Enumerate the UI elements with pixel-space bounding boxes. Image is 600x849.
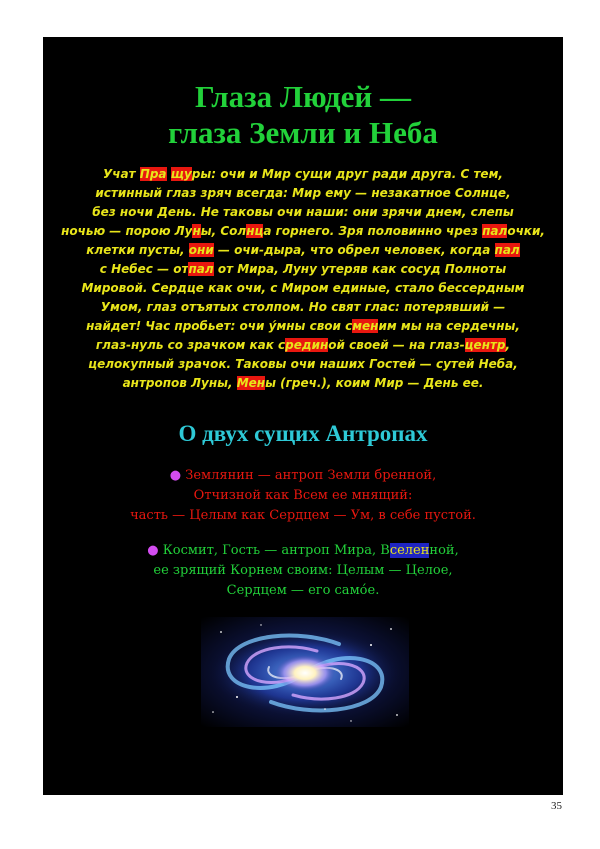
poem-text: ы, Сол [200,224,247,238]
cosmite-line-3: Сердцем — его само́е. [226,583,380,598]
poem-line [61,165,545,184]
poem-text: глаз-нуль со зрачком как с [95,338,286,352]
highlighted-fragment: пал [188,262,214,276]
earthling-stanza [43,466,563,526]
poem-text: с Небес — от [99,262,189,276]
title-line-1: Глаза Людей — [195,79,411,114]
poem-text: клетки пусты, [86,243,189,257]
earthling-line-2: Отчизной как Всем ее мнящий: [193,488,413,503]
section-subtitle: О двух сущих Антропах [178,421,428,446]
page-number: 35 [551,800,562,812]
cosmite-line-1-post: ной, [429,543,459,558]
cosmite-highlight: селен [389,543,430,558]
poem-text: найдет! Час пробьет: очи у́мны свои с [86,319,353,333]
poem-text: истинный глаз зряч всегда: Мир ему — незакатное Солнце, [95,186,511,200]
poem-text: а горнего. Зря половинно чрез [263,224,483,238]
cosmite-line-2: ее зрящий Корнем своим: Целым — Целое, [153,563,453,578]
highlighted-fragment: центр [464,338,506,352]
book-page [43,37,563,795]
cosmite-line-1 [43,541,563,561]
poem-text: от Мира, Луну утеряв как сосуд Полноты [213,262,507,276]
cosmite-stanza [43,541,563,601]
poem-text: очки, [507,224,545,238]
earthling-line-3: часть — Целым как Сердцем — Ум, в себе пустой. [130,508,476,523]
poem-line [61,298,545,317]
highlighted-fragment: Мен [236,376,266,390]
earthling-line-1-text: Землянин — антроп Земли бренной, [185,468,437,483]
poem-line [61,279,545,298]
poem-text: Учат [103,167,140,181]
earthling-line-1 [43,466,563,486]
poem-text: , [505,338,511,352]
title-line-2: глаза Земли и Неба [168,115,438,150]
poem-text: ры: очи и Мир сущи друг ради друга. С тем, [191,167,503,181]
poem-text: без ночи День. Не таковы очи наши: они зрячи днем, слепы [92,205,514,219]
poem-line [61,317,545,336]
poem-line [61,374,545,393]
highlighted-fragment: мен [352,319,379,333]
highlighted-fragment: н [192,224,201,238]
poem-text: ы (греч.), коим Мир — День ее. [265,376,484,390]
highlighted-fragment: нц [246,224,264,238]
poem-line [61,203,545,222]
poem-line [61,336,545,355]
poem-text: — очи-дыра, что обрел человек, когда [213,243,495,257]
bullet-icon: ● [169,468,182,483]
highlighted-fragment: щу [170,167,192,181]
highlighted-fragment: редин [285,338,329,352]
page-title [43,79,563,151]
poem-text: ночью — порою Лу [61,224,193,238]
highlighted-fragment: Пра [139,167,167,181]
poem-line [61,355,545,374]
poem-text: ой своей — на глаз- [328,338,465,352]
poem-line [61,260,545,279]
highlighted-fragment: пал [482,224,508,238]
poem-line [61,222,545,241]
bullet-icon: ● [147,543,159,558]
poem-text: антропов Луны, [122,376,237,390]
poem-text: им мы на сердечны, [378,319,520,333]
poem-block [61,165,545,393]
poem-line [61,241,545,260]
highlighted-fragment: они [188,243,214,257]
cosmite-line-1-pre: Космит, Гость — антроп Мира, В [162,543,390,558]
poem-line [61,184,545,203]
galaxy-image [201,617,409,727]
poem-text: Мировой. Сердце как очи, с Миром единые, стало бессердным [81,281,525,295]
poem-text: Умом, глаз отъятых столпом. Но свят глас: потерявший — [100,300,506,314]
poem-text: целокупный зрачок. Таковы очи наших Гостей — сутей Неба, [88,357,518,371]
highlighted-fragment: пал [494,243,520,257]
